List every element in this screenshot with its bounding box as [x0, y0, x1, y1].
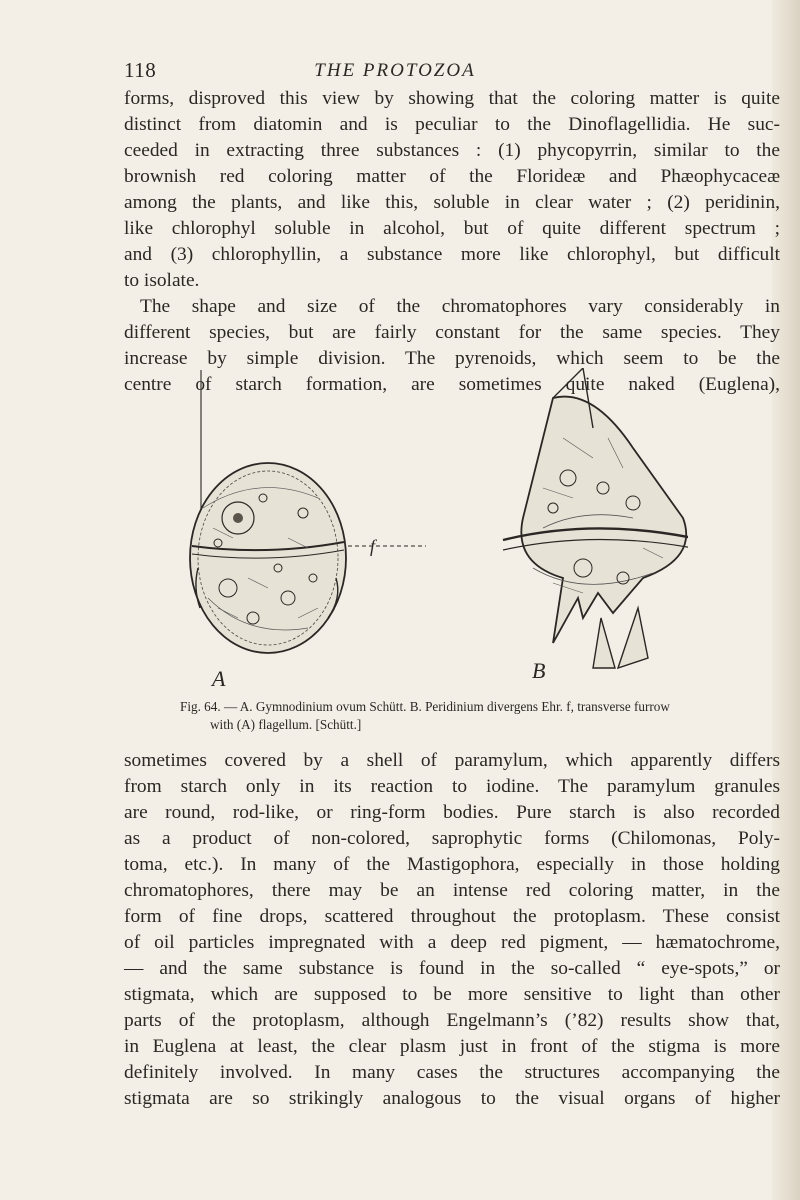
text-line: like chlorophyl soluble in alcohol, but of quite different spectrum ; — [124, 218, 780, 239]
running-title: THE PROTOZOA — [314, 60, 476, 81]
text-line: of oil particles impregnated with a deep red pigment, — hæmatochrome, — [124, 932, 780, 953]
figure-b-peridinium-drawing — [503, 368, 688, 668]
text-line: centre of starch formation, are sometimes quite naked (Euglena), — [124, 374, 780, 395]
text-line: brownish red coloring matter of the Florideæ and Phæophycaceæ — [124, 166, 780, 187]
caption-line-2: with (A) flagellum. [Schütt.] — [210, 717, 362, 732]
figure-a-gymnodinium-drawing — [190, 463, 346, 653]
text-line: stigmata, which are supposed to be more sensitive to light than other — [124, 984, 780, 1005]
text-line: ceeded in extracting three substances : (1) phycopyrrin, similar to the — [124, 140, 780, 161]
text-line: toma, etc.). In many of the Mastigophora, especially in those holding — [124, 854, 780, 875]
figure-label-b: B — [532, 658, 546, 683]
text-line: The shape and size of the chromatophores vary considerably in — [140, 296, 780, 317]
text-line: increase by simple division. The pyrenoids, which seem to be the — [124, 348, 780, 369]
text-line: — and the same substance is found in the so-called “ eye-spots,” or — [124, 958, 780, 979]
text-line: parts of the protoplasm, although Engelmann’s (’82) results show that, — [124, 1010, 780, 1031]
text-line: forms, disproved this view by showing that the coloring matter is quite — [124, 88, 780, 109]
text-line: form of fine drops, scattered throughout the protoplasm. These consist — [124, 906, 780, 927]
text-line: different species, but are fairly constant for the same species. They — [124, 322, 780, 343]
text-line: as a product of non-colored, saprophytic forms (Chilomonas, Poly- — [124, 828, 780, 849]
figure-caption — [180, 698, 780, 734]
page-number: 118 — [124, 58, 157, 82]
text-line: are round, rod-like, or ring-form bodies. Pure starch is also recorded — [124, 802, 780, 823]
caption-line-1: Fig. 64. — A. Gymnodinium ovum Schütt. B. Peridinium divergens Ehr. f, transverse furrow — [180, 699, 670, 714]
paragraph-1 — [124, 86, 780, 294]
paragraph-3 — [124, 748, 780, 1112]
flagellum-label: f — [370, 536, 376, 556]
text-line: sometimes covered by a shell of paramylum, which apparently differs — [124, 750, 780, 771]
text-line: chromatophores, there may be an intense red coloring matter, in the — [124, 880, 780, 901]
text-line: from starch only in its reaction to iodine. The paramylum granules — [124, 776, 780, 797]
text-line: in Euglena at least, the clear plasm just in front of the stigma is more — [124, 1036, 780, 1057]
figure-64 — [168, 368, 688, 693]
text-line: stigmata are so strikingly analogous to the visual organs of higher — [124, 1088, 780, 1109]
text-line: and (3) chlorophyllin, a substance more like chlorophyl, but difficult — [124, 244, 780, 265]
figure-label-a: A — [212, 666, 226, 691]
text-line: among the plants, and like this, soluble in clear water ; (2) peridinin, — [124, 192, 780, 213]
text-line: distinct from diatomin and is peculiar to the Dinoflagellidia. He suc- — [124, 114, 780, 135]
text-line: definitely involved. In many cases the structures accompanying the — [124, 1062, 780, 1083]
text-line: to isolate. — [124, 270, 200, 291]
